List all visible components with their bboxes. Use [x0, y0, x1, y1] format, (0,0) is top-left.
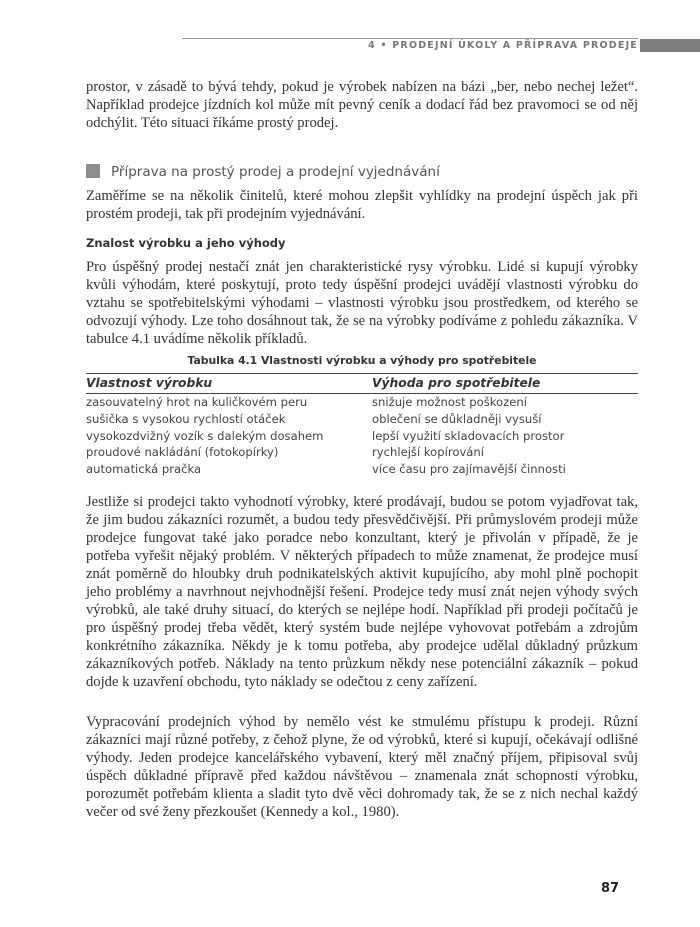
table-row — [86, 394, 638, 411]
table-cell-benefit: oblečení se důkladněji vysuší — [372, 411, 542, 426]
table-header-benefit: Výhoda pro spotřebitele — [372, 376, 541, 390]
paragraph-1: prostor, v zásadě to bývá tehdy, pokud je výrobek nabízen na bázi „ber, nebo nechej ležet“. Například prodejce jízdních kol může mít pevný ceník a dodací řád bez pravomoci se od něj odchýlit. Této situaci říkáme prostý prodej. — [86, 79, 638, 131]
running-header-title: 4 • PRODEJNÍ ÚKOLY A PŘÍPRAVA PRODEJE — [368, 40, 638, 51]
table-row — [86, 461, 638, 478]
table-header-row — [86, 374, 638, 393]
section-square-icon — [86, 164, 100, 178]
table-cell-feature: sušička s vysokou rychlostí otáček — [86, 411, 286, 426]
table-cell-feature: zasouvatelný hrot na kuličkovém peru — [86, 395, 308, 409]
section-heading-text: Příprava na prostý prodej a prodejní vyjednávání — [111, 164, 440, 180]
paragraph-2: Zaměříme se na několik činitelů, které mohou zlepšit vyhlídky na prodejní úspěch jak při prostém prodeji, tak při prodejním vyjednávání. — [86, 188, 638, 222]
table-header-feature: Vlastnost výrobku — [86, 376, 213, 390]
table-cell-feature: vysokozdvižný vozík s dalekým dosahem — [86, 428, 324, 443]
features-benefits-table — [86, 373, 638, 478]
section-heading — [86, 162, 440, 182]
page-number: 87 — [601, 881, 620, 896]
paragraph-3: Pro úspěšný prodej nestačí znát jen charakteristické rysy výrobku. Lidé si kupují výrobky kvůli výhodám, které poskytují, proto tedy úspěšní prodejci uvádějí vlastnosti výrobku do vztahu se spotřebitelskými výhodami – vlastnosti výrobku jsou prostředkem, od kterého se odvozují výhody. Lze toho dosáhnout tak, že se na výrobky podíváme z pohledu zákazníka. V tabulce 4.1 uvádíme několik příkladů. — [86, 259, 638, 347]
table-caption: Tabulka 4.1 Vlastnosti výrobku a výhody pro spotřebitele — [187, 354, 537, 367]
table-cell-benefit: snižuje možnost poškození — [372, 395, 527, 409]
table-cell-benefit: rychlejší kopírování — [372, 445, 484, 460]
table-cell-feature: automatická pračka — [86, 462, 202, 477]
running-header — [182, 39, 700, 52]
paragraph-5: Vypracování prodejních výhod by nemělo vést ke stmulému přístupu k prodeji. Různí zákazníci mají různé potřeby, z čehož plyne, že od výrobků, které si kupují, očekávají odlišné výhody. Jeden prodejce kancelářského vybavení, který měl značný příjem, připisoval svůj úspěch důkladné přípravě před každou návštěvou – znamenala znát schopnosti výrobku, porozumět potřebám klienta a sladit tyto dvě věci dohromady tak, že se z nich nechal každý večer od své ženy přezkoušet (Kennedy a kol., 1980). — [86, 714, 638, 820]
header-tab-block — [640, 39, 700, 52]
table-cell-feature: proudové nakládání (fotokopírky) — [86, 445, 279, 460]
table-cell-benefit: lepší využití skladovacích prostor — [372, 428, 565, 443]
table-row — [86, 411, 638, 428]
subsection-heading: Znalost výrobku a jeho výhody — [86, 236, 286, 250]
table-cell-benefit: více času pro zajímavější činnosti — [372, 462, 566, 477]
paragraph-4: Jestliže si prodejci takto vyhodnotí výrobky, které prodávají, budou se potom vyjadřovat tak, že jim budou zákazníci rozumět, a budou tedy přesvědčivější. Při průmyslovém prodeji může prodejce fungovat také jako poradce nebo konzultant, který je přivolán v případě, že je potřeba vyřešit nějaký problém. V některých případech to může znamenat, že prodejce musí znát poměrně do hloubky druh podnikatelských aktivit kupujícího, aby mohl plně pochopit jeho problémy a navrhnout nejvhodnější řešení. Prodejce tedy musí znát nejen výhody svých výrobků, ale také druhy situací, do kterých se nejlépe hodí. Například při prodeji počítačů je pro úspěšný prodej třeba vědět, který systém bude nejlépe vyhovovat potřebám a zdrojům konkrétního zákazníka. Někdy je k tomu potřeba, aby prodejce udělal důkladný průzkum zákazníkových potřeb. Náklady na tento průzkum někdy nese potenciální zákazník – pokud dojde k uzavření obchodu, tyto náklady se odečtou z ceny zařízení. — [86, 494, 638, 690]
table-row — [86, 444, 638, 461]
table-row — [86, 428, 638, 445]
